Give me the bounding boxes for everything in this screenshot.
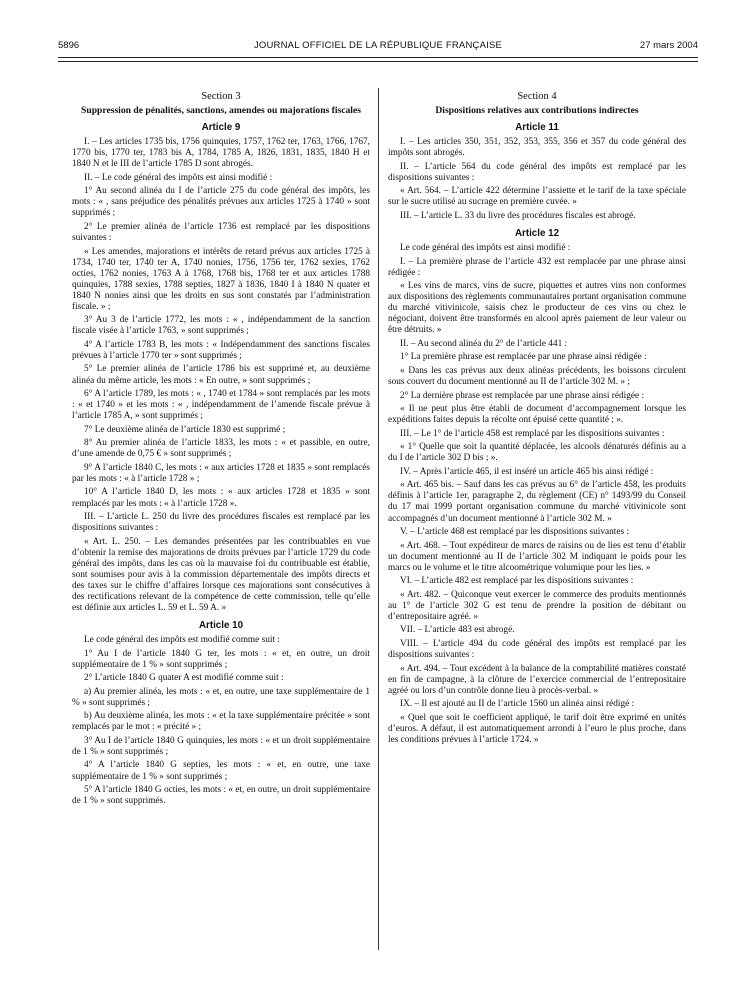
paragraph: 4° A l’article 1840 G septies, les mots : « et, en outre, une taxe supplémentaire de 1 % » sont supprimés ; (72, 760, 370, 782)
paragraph: V. – L’article 468 est remplacé par les dispositions suivantes : (400, 527, 630, 538)
paragraph: 5° Le premier alinéa de l’article 1786 bis est supprimé et, au deuxième alinéa du même article, les mots : « En outre, » sont supprimés ; (72, 364, 370, 386)
paragraph: I. – Les articles 1735 bis, 1756 quinquies, 1757, 1762 ter, 1763, 1766, 1767, 1770 bis, 1770 ter, 1783 bis A, 1784, 1785 A, 1826, 1831, 1835, 1840 H et 1840 N et le III de l’article 1785 D sont abrogés. (72, 137, 370, 170)
article-9-body (72, 137, 370, 614)
column-divider (378, 88, 379, 950)
paragraph: 8° Au premier alinéa de l’article 1833, les mots : « et passible, en outre, d’une amende de 0,75 € » sont supprimés ; (72, 438, 370, 460)
paragraph: 1° La première phrase est remplacée par une phrase ainsi rédigée : (400, 352, 647, 363)
journal-title: JOURNAL OFFICIEL DE LA RÉPUBLIQUE FRANÇAISE (253, 40, 503, 51)
paragraph: Le code général des impôts est ainsi modifié : (400, 242, 571, 253)
paragraph: VI. – L’article 482 est remplacé par les dispositions suivantes : (400, 576, 634, 587)
paragraph: « 1° Quelle que soit la quantité déplacée, les alcools dénaturés définis au a du I de l’article 302 D bis ; ». (388, 442, 686, 464)
paragraph: b) Au deuxième alinéa, les mots : « et la taxe supplémentaire précitée » sont remplacés par le mot : « précité » ; (72, 711, 370, 733)
publication-date: 27 mars 2004 (639, 40, 698, 51)
section-label: Section 3 (201, 91, 241, 102)
page-number: 5896 (58, 40, 80, 51)
paragraph: IX. – Il est ajouté au II de l’article 1560 un alinéa ainsi rédigé : (400, 699, 635, 710)
paragraph: I. – Les articles 350, 351, 352, 353, 355, 356 et 357 du code général des impôts sont abrogés. (388, 137, 686, 159)
paragraph: I. – La première phrase de l’article 432 est remplacée par une phrase ainsi rédigée : (388, 256, 686, 278)
paragraph: Le code général des impôts est modifié comme suit : (84, 635, 280, 646)
paragraph: 7° Le deuxième alinéa de l’article 1830 est supprimé ; (84, 424, 286, 435)
section-label: Section 4 (517, 91, 557, 102)
paragraph: 3° Au I de l’article 1840 G quinquies, les mots : « et un droit supplémentaire de 1 % » sont supprimés ; (72, 735, 370, 757)
paragraph: 5° A l’article 1840 G octies, les mots : « et, en outre, un droit supplémentaire de 1 % » sont supprimés. (72, 785, 370, 807)
paragraph: « Art. 482. – Quiconque veut exercer le commerce des produits mentionnés au 1° de l’article 302 G est tenu de prendre la position de débitant ou d’entrepositaire agréé. » (388, 589, 686, 622)
paragraph: « Dans les cas prévus aux deux alinéas précédents, les boissons circulent sous couvert du document mentionné au II de l’article 302 M. » ; (388, 365, 686, 387)
paragraph: IV. – Après l’article 465, il est inséré un article 465 bis ainsi rédigé : (400, 466, 654, 477)
paragraph: « Les vins de marcs, vins de sucre, piquettes et autres vins non conformes aux dispositions des règlements communautaires portant organisation commune du marché vitivinicole, saisis chez le producteur de ces vins ou chez le négociant, doivent être transformés en alcool après paiement de leur valeur ou être détruits. » (388, 281, 686, 336)
paragraph: 1° Au I de l’article 1840 G ter, les mots : « et, en outre, un droit supplémentaire de 1 % » sont supprimés ; (72, 648, 370, 670)
article-heading: Article 11 (515, 122, 559, 134)
paragraph: 1° Au second alinéa du I de l’article 275 du code général des impôts, les mots : « , sans préjudice des pénalités prévues aux articles 1725 à 1740 » sont supprimés ; (72, 186, 370, 219)
section-title: Dispositions relatives aux contributions indirectes (435, 105, 639, 117)
paragraph: a) Au premier alinéa, les mots : « et, en outre, une taxe supplémentaire de 1 % » sont supprimés ; (72, 686, 370, 708)
paragraph: II. – L’article 564 du code général des impôts est remplacé par les dispositions suivantes : (388, 161, 686, 183)
paragraph: « Art. 465 bis. – Sauf dans les cas prévus au 6° de l’article 458, les produits définis à l’article 1er, paragraphe 2, du règlement (CE) n° 1493/99 du Conseil du 17 mai 1999 portant organisation commune du marché vitivinicole sont accompagnés d’un document mentionné à l’article 302 M. » (388, 480, 686, 524)
paragraph: 9° A l’article 1840 C, les mots : « aux articles 1728 et 1835 » sont remplacés par les mots : « à l’article 1728 » ; (72, 462, 370, 484)
right-column (388, 91, 686, 748)
paragraph: II. – Au second alinéa du 2° de l’article 441 : (400, 338, 568, 349)
paragraph: III. – Le 1° de l’article 458 est remplacé par les dispositions suivantes : (400, 428, 665, 439)
article-heading: Article 10 (198, 619, 244, 631)
paragraph: « Quel que soit le coefficient appliqué, le tarif doit être exprimé en unités d’euros. A défaut, il est automatiquement arrondi à l’euro le plus proche, dans les conditions prévues à l’article 1724. » (388, 712, 686, 745)
header-rule-top (58, 57, 698, 58)
paragraph: VII. – L’article 483 est abrogé. (400, 625, 515, 636)
paragraph: III. – L’article L. 250 du livre des procédures fiscales est remplacé par les dispositions suivantes : (72, 512, 370, 534)
paragraph: III. – L’article L. 33 du livre des procédures fiscales est abrogé. (400, 210, 636, 221)
paragraph: « Art. 494. – Tout excédent à la balance de la comptabilité matières constaté en fin de campagne, à la clôture de l’exercice commercial de l’entrepositaire agréé ou lors d’un contrôle donne lieu à procès-verbal. » (388, 663, 686, 696)
paragraph: 2° L’article 1840 G quater A est modifié comme suit : (84, 673, 284, 684)
paragraph: « Il ne peut plus être établi de document d’accompagnement lorsque les expéditions faites depuis la récolte ont épuisé cette quantité ; ». (388, 404, 686, 426)
paragraph: « Art. L. 250. – Les demandes présentées par les contribuables en vue d’obtenir la remise des majorations de droits prévues par l’article 1729 du code général des impôts, dans les cas où la mauvaise foi du contribuable est établie, sont soumises pour avis à la commission départementale des impôts directs et des taxes sur le chiffre d’affaires lorsque ces majorations sont consécutives à des rectifications relevant de la compétence de cette commission, telle qu’elle est définie aux articles L. 59 et L. 59 A. » (72, 536, 370, 613)
left-column (72, 91, 370, 810)
paragraph: 4° A l’article 1783 B, les mots : « Indépendamment des sanctions fiscales prévues à l’article 1770 ter » sont supprimés ; (72, 339, 370, 361)
paragraph: « Art. 564. – L’article 422 détermine l’assiette et le tarif de la taxe spéciale sur le sucre utilisé au sucrage en première cuvée. » (388, 186, 686, 208)
paragraph: « Les amendes, majorations et intérêts de retard prévus aux articles 1725 à 1734, 1740 ter, 1740 ter A, 1740 nonies, 1756, 1756 ter, 1762 sexies, 1762 octies, 1762 nonies, 1763 A à 1768, 1768 bis, 1768 ter et aux articles 1788 quinquies, 1788 sexies, 1788 septies, 1827 à 1836, 1840 I à 1840 N quater et 1840 N nonies ainsi que les droits en sus sont constatés par l’administration fiscale. » ; (72, 246, 370, 312)
paragraph: 10° A l’article 1840 D, les mots : « aux articles 1728 et 1835 » sont remplacés par les mots : « à l’article 1728 ». (72, 487, 370, 509)
section-title: Suppression de pénalités, sanctions, amendes ou majorations fiscales (81, 105, 361, 117)
paragraph: II. – Le code général des impôts est ainsi modifié : (84, 172, 273, 183)
article-heading: Article 9 (201, 122, 241, 134)
paragraph: 2° Le premier alinéa de l’article 1736 est remplacé par les dispositions suivantes : (72, 221, 370, 243)
paragraph: 3° Au 3 de l’article 1772, les mots : « , indépendamment de la sanction fiscale visée à l’article 1763, » sont supprimés ; (72, 315, 370, 337)
paragraph: VIII. – L’article 494 du code général des impôts est remplacé par les dispositions suivantes : (388, 638, 686, 661)
paragraph: 2° La dernière phrase est remplacée par une phrase ainsi rédigée : (400, 390, 645, 401)
paragraph: 6° A l’article 1789, les mots : « , 1740 et 1784 » sont remplacés par les mots : « et 1740 » et les mots : « , indépendamment de l’amende fiscale prévue à l’article 1785 A, » sont supprimés ; (72, 389, 370, 422)
page-header (58, 40, 698, 54)
article-heading: Article 12 (514, 227, 560, 239)
paragraph: « Art. 468. – Tout expéditeur de marcs de raisins ou de lies est tenu d’établir un document mentionné au II de l’article 302 M indiquant le poids pour les marcs ou le volume et le titre alcoométrique volumique pour les lies. » (388, 540, 686, 573)
article-11-body (388, 137, 686, 222)
article-10-body (72, 635, 370, 807)
header-rule-bottom (58, 61, 698, 62)
article-12-body (388, 243, 686, 746)
